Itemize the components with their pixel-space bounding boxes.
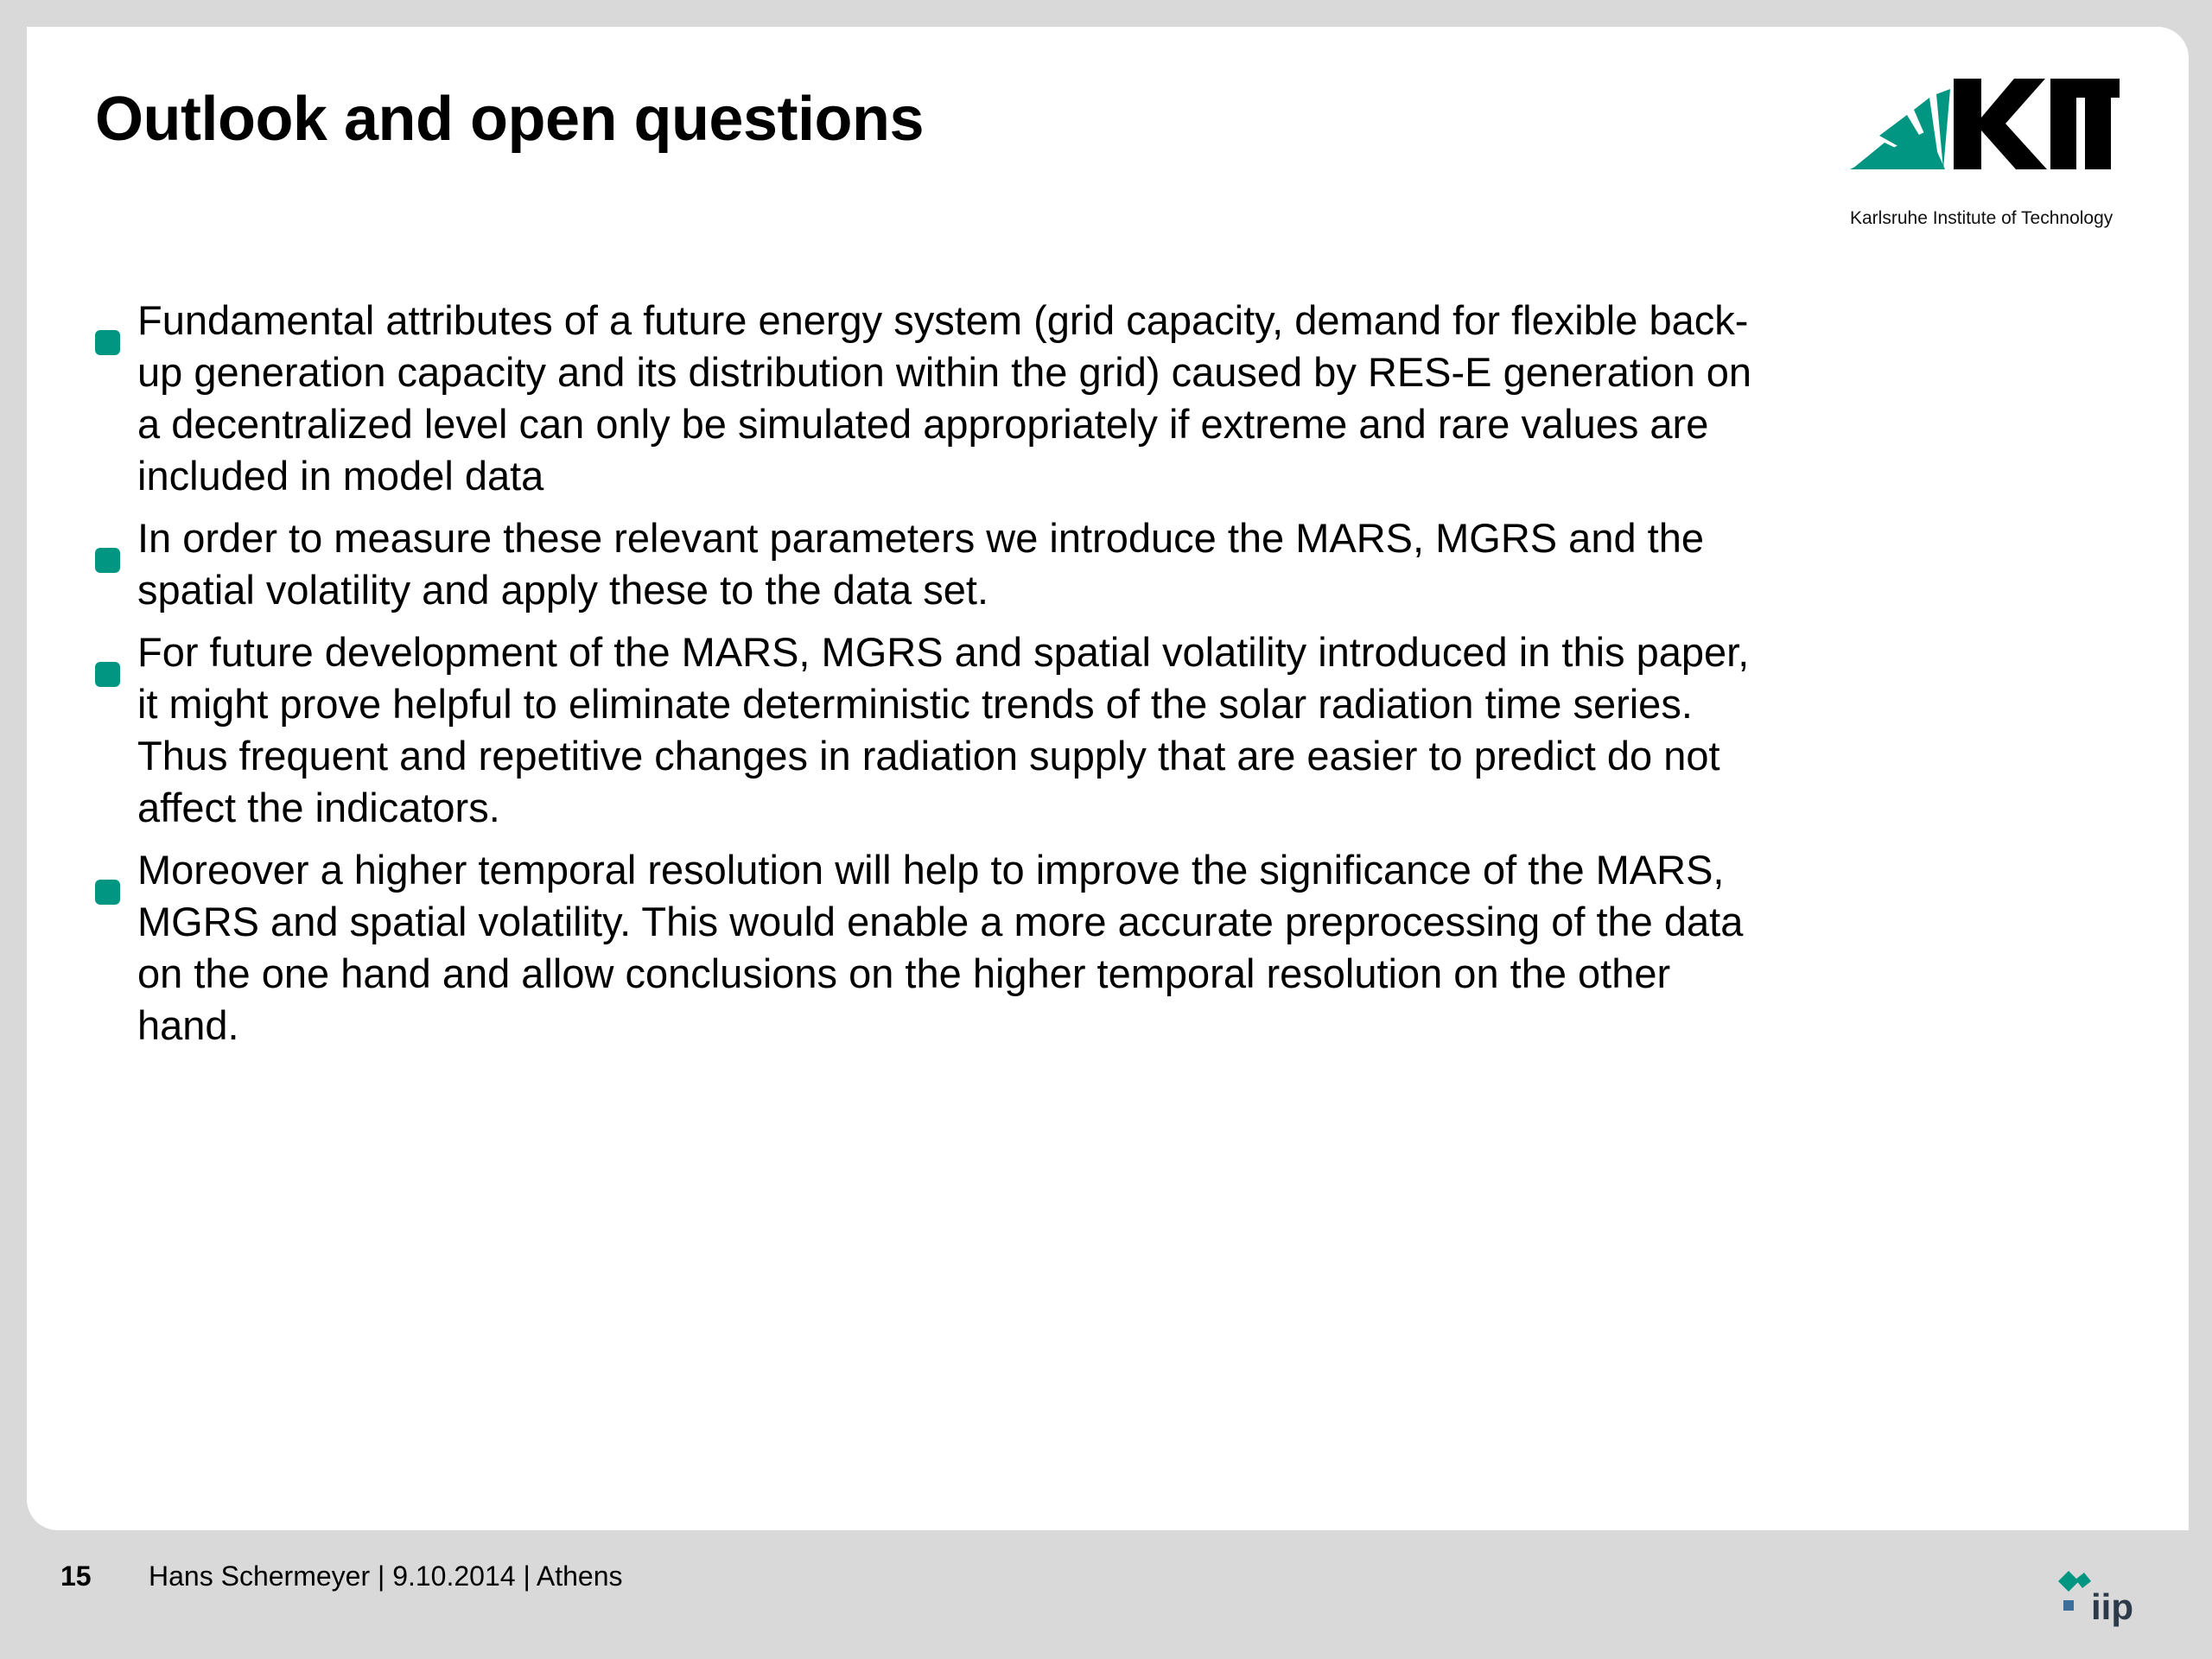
bullet-text: For future development of the MARS, MGRS and spatial volatility introduced in this paper, it might prove helpful to eliminate deterministic trends of the solar radiation time series. Thus frequent and repetitive changes in radiation supply that are easier to predict do not affect the indicators. [137,629,1750,830]
bullet-square-icon [95,662,120,687]
kit-logo [1850,79,2144,234]
bullet-item [95,844,1780,1052]
slide-canvas [27,27,2189,1530]
footer-meta: Hans Schermeyer | 9.10.2014 | Athens [149,1560,623,1592]
bullet-item [95,295,1780,502]
bullet-text: In order to measure these relevant parameters we introduce the MARS, MGRS and the spatial volatility and apply these to the data set. [137,515,1704,613]
bullet-square-icon [95,330,120,355]
bullet-item [95,512,1780,616]
iip-logo-text: iip [2091,1586,2133,1627]
kit-logo-subtitle: Karlsruhe Institute of Technology [1850,208,2113,228]
bullet-list [95,295,1780,1062]
kit-logo-graphic [1850,79,2120,204]
page-number: 15 [60,1560,92,1592]
bullet-text: Fundamental attributes of a future energy system (grid capacity, demand for flexible back-up generation capacity and its distribution within the grid) caused by RES-E generation on a decentralized level can only be simulated appropriately if extreme and rare values are included in model data [137,297,1752,499]
bullet-square-icon [95,880,120,905]
bullet-square-icon [95,548,120,573]
bullet-text: Moreover a higher temporal resolution will help to improve the significance of the MARS, MGRS and spatial volatility. This would enable a more accurate preprocessing of the data on the one hand and allow conclusions on the higher temporal resolution on the other hand. [137,847,1744,1048]
bullet-item [95,626,1780,834]
slide-title: Outlook and open questions [95,85,924,154]
